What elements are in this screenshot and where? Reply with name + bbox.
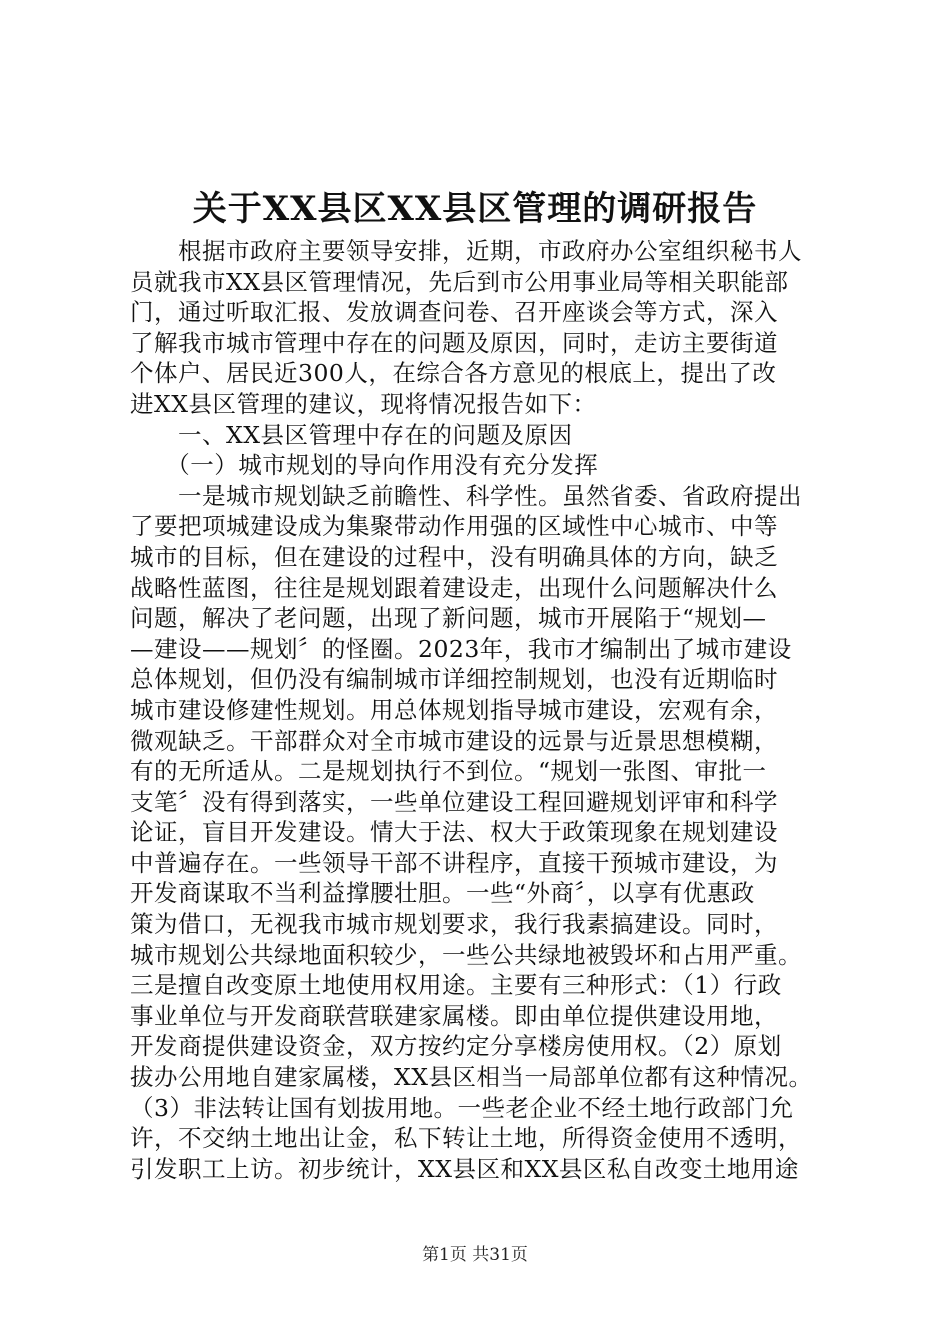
text-line: 开发商提供建设资金，双方按约定分享楼房使用权。（2）原划	[130, 1032, 782, 1061]
text-line: （3）非法转让国有划拔用地。一些老企业不经土地行政部门允	[130, 1093, 794, 1122]
text-line: （一）城市规划的导向作用没有充分发挥	[130, 451, 599, 480]
text-line: 城市建设修建性规划。用总体规划指导城市建设，宏观有余，	[130, 695, 778, 724]
text-line: 有的无所适从。二是规划执行不到位。“规划一张图、审批一	[130, 757, 767, 786]
text-line: 问题，解决了老问题，出现了新问题，城市开展陷于“规划—	[130, 604, 767, 633]
text-line: 事业单位与开发商联营联建家属楼。即由单位提供建设用地，	[130, 1001, 778, 1030]
text-line: 一、XX县区管理中存在的问题及原因	[130, 420, 573, 449]
text-line: 总体规划，但仍没有编制城市详细控制规划，也没有近期临时	[130, 665, 778, 694]
text-line: 进XX县区管理的建议，现将情况报告如下：	[130, 389, 597, 418]
text-line: 引发职工上访。初步统计，XX县区和XX县区私自改变土地用途	[130, 1154, 799, 1183]
text-line: 员就我市XX县区管理情况，先后到市公用事业局等相关职能部	[130, 267, 789, 296]
document-body	[130, 236, 830, 1184]
text-line: 微观缺乏。干部群众对全市城市建设的远景与近景思想模糊，	[130, 726, 778, 755]
page-footer: 第1页 共31页	[422, 1245, 528, 1265]
text-line: 支笔〞没有得到落实，一些单位建设工程回避规划评审和科学	[130, 787, 778, 816]
text-line: 城市规划公共绿地面积较少，一些公共绿地被毁坏和占用严重。	[130, 940, 802, 969]
text-line: 门，通过听取汇报、发放调查问卷、召开座谈会等方式，深入	[130, 298, 778, 327]
text-line: 三是擅自改变原土地使用权用途。主要有三种形式：（1）行政	[130, 971, 782, 1000]
text-line: 论证，盲目开发建设。情大于法、权大于政策现象在规划建设	[130, 818, 778, 847]
text-line: 个体户、居民近300人，在综合各方意见的根底上，提出了改	[130, 359, 777, 388]
text-line: 一是城市规划缺乏前瞻性、科学性。虽然省委、省政府提出	[130, 481, 802, 510]
text-line: 中普遍存在。一些领导干部不讲程序，直接干预城市建设，为	[130, 848, 778, 877]
text-line: 了解我市城市管理中存在的问题及原因，同时，走访主要街道	[130, 328, 778, 357]
text-line: 城市的目标，但在建设的过程中，没有明确具体的方向，缺乏	[130, 542, 778, 571]
text-line: —建设——规划〞的怪圈。2023年，我市才编制出了城市建设	[130, 634, 792, 663]
text-line: 策为借口，无视我市城市规划要求，我行我素搞建设。同时，	[130, 910, 778, 939]
text-line: 开发商谋取不当利益撑腰壮胆。一些“外商〞，以享有优惠政	[130, 879, 755, 908]
text-line: 许，不交纳土地出让金，私下转让土地，所得资金使用不透明，	[130, 1124, 802, 1153]
document-title: 关于XX县区XX县区管理的调研报告	[192, 189, 758, 229]
text-line: 根据市政府主要领导安排，近期，市政府办公室组织秘书人	[130, 237, 802, 265]
text-line: 拔办公用地自建家属楼，XX县区相当一局部单位都有这种情况。	[130, 1063, 813, 1092]
text-line: 战略性蓝图，往往是规划跟着建设走，出现什么问题解决什么	[130, 573, 778, 602]
text-line: 了要把项城建设成为集聚带动作用强的区域性中心城市、中等	[130, 512, 778, 541]
